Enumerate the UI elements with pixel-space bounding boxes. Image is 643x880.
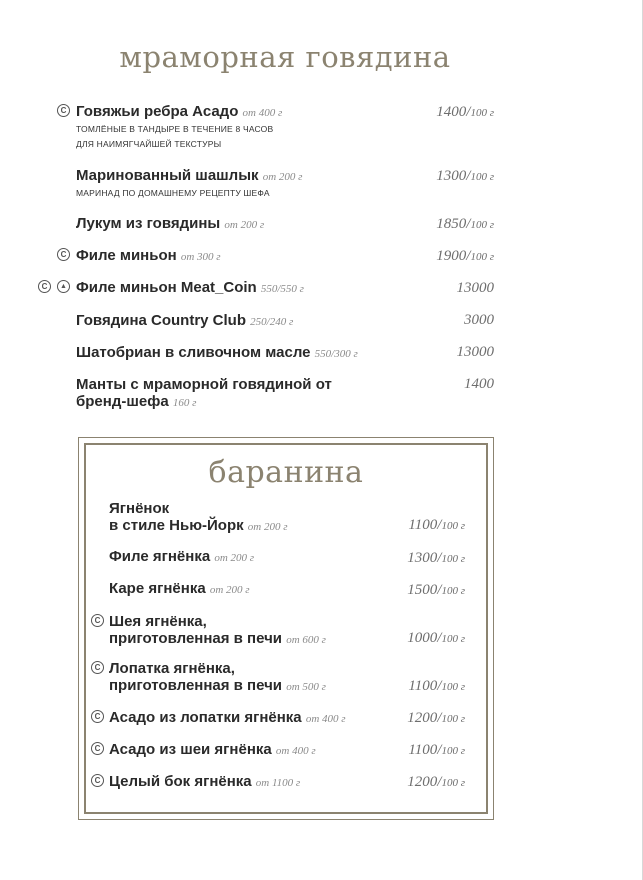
charcoal-icon: C xyxy=(91,614,104,627)
item-price: 1000/100 г xyxy=(407,630,465,646)
menu-item xyxy=(76,247,221,266)
item-name: Ягнёнок xyxy=(109,500,170,517)
charcoal-icon: C xyxy=(91,710,104,723)
item-price: 1100/100 г xyxy=(408,678,465,694)
item-weight: от 200 г xyxy=(224,219,265,231)
item-name-cont: приготовленная в печи xyxy=(109,677,283,694)
menu-item xyxy=(109,548,254,567)
item-description: МАРИНАД ПО ДОМАШНЕМУ РЕЦЕПТУ ШЕФА xyxy=(76,188,270,198)
charcoal-icon: C xyxy=(57,248,70,261)
item-name-cont: приготовленная в печи xyxy=(109,630,283,647)
item-name: Лопатка ягнёнка, xyxy=(109,660,235,677)
menu-item xyxy=(109,580,250,599)
item-name: Асадо из шеи ягнёнка xyxy=(109,741,272,758)
item-name: Целый бок ягнёнка xyxy=(109,773,252,790)
item-description: ДЛЯ НАИМЯГЧАЙШЕЙ ТЕКСТУРЫ xyxy=(76,139,222,149)
charcoal-icon: C xyxy=(57,104,70,117)
menu-item xyxy=(109,741,316,760)
menu-item xyxy=(109,500,288,536)
menu-item xyxy=(109,709,346,728)
item-weight: от 600 г xyxy=(286,634,326,646)
item-name: Говяжьи ребра Асадо xyxy=(76,103,239,120)
charcoal-icon: C xyxy=(91,742,104,755)
item-name-cont: бренд-шефа xyxy=(76,393,169,410)
item-price: 1300/100 г xyxy=(436,168,494,184)
item-name: Филе ягнёнка xyxy=(109,548,211,565)
menu-item xyxy=(76,167,302,201)
item-weight: от 200 г xyxy=(262,171,303,183)
item-price: 1400 xyxy=(464,376,494,392)
menu-item xyxy=(76,344,358,363)
item-price: 1200/100 г xyxy=(407,710,465,726)
meat-coin-icon: ▲ xyxy=(57,280,70,293)
item-weight: от 200 г xyxy=(247,521,288,533)
item-weight: от 500 г xyxy=(286,681,326,693)
charcoal-icon: C xyxy=(91,774,104,787)
item-description: ТОМЛЁНЫЕ В ТАНДЫРЕ В ТЕЧЕНИЕ 8 ЧАСОВ xyxy=(76,124,274,134)
item-price: 13000 xyxy=(456,280,494,296)
item-weight: 250/240 г xyxy=(250,316,294,328)
item-weight: 550/550 г xyxy=(260,283,304,295)
item-weight: от 400 г xyxy=(242,107,283,119)
item-name: Шатобриан в сливочном масле xyxy=(76,344,311,361)
item-price: 1500/100 г xyxy=(407,582,465,598)
item-price: 1400/100 г xyxy=(436,104,494,120)
item-price: 1100/100 г xyxy=(408,517,465,533)
item-name: Говядина Country Club xyxy=(76,312,246,329)
item-price: 1900/100 г xyxy=(436,248,494,264)
item-name: Лукум из говядины xyxy=(76,215,221,232)
item-price: 3000 xyxy=(464,312,494,328)
item-price: 1850/100 г xyxy=(436,216,494,232)
menu-item xyxy=(76,279,304,298)
item-weight: от 200 г xyxy=(209,584,250,596)
item-price: 13000 xyxy=(456,344,494,360)
menu-item xyxy=(109,773,300,792)
item-name: Филе миньон xyxy=(76,247,177,264)
item-name: Маринованный шашлык xyxy=(76,167,259,184)
menu-item xyxy=(76,103,282,152)
menu-item xyxy=(109,660,326,696)
item-price: 1100/100 г xyxy=(408,742,465,758)
menu-item xyxy=(109,613,326,649)
item-weight: 550/300 г xyxy=(314,348,358,360)
item-weight: от 300 г xyxy=(180,251,221,263)
item-weight: от 200 г xyxy=(214,552,255,564)
charcoal-icon: C xyxy=(91,661,104,674)
item-name-cont: в стиле Нью-Йорк xyxy=(109,517,244,534)
menu-item xyxy=(76,376,332,412)
item-name: Асадо из лопатки ягнёнка xyxy=(109,709,302,726)
section-title-beef: мраморная говядина xyxy=(119,40,451,74)
section-title-lamb: баранина xyxy=(208,455,364,490)
item-name: Филе миньон Meat_Coin xyxy=(76,279,257,296)
charcoal-icon: C xyxy=(38,280,51,293)
item-name: Манты с мраморной говядиной от xyxy=(76,376,332,393)
item-weight: от 1100 г xyxy=(255,777,301,789)
item-weight: от 400 г xyxy=(305,713,346,725)
item-name: Шея ягнёнка, xyxy=(109,613,207,630)
item-weight: 160 г xyxy=(172,397,197,409)
item-weight: от 400 г xyxy=(275,745,316,757)
item-name: Каре ягнёнка xyxy=(109,580,206,597)
item-price: 1200/100 г xyxy=(407,774,465,790)
menu-item xyxy=(76,312,293,331)
menu-item xyxy=(76,215,264,234)
item-price: 1300/100 г xyxy=(407,550,465,566)
